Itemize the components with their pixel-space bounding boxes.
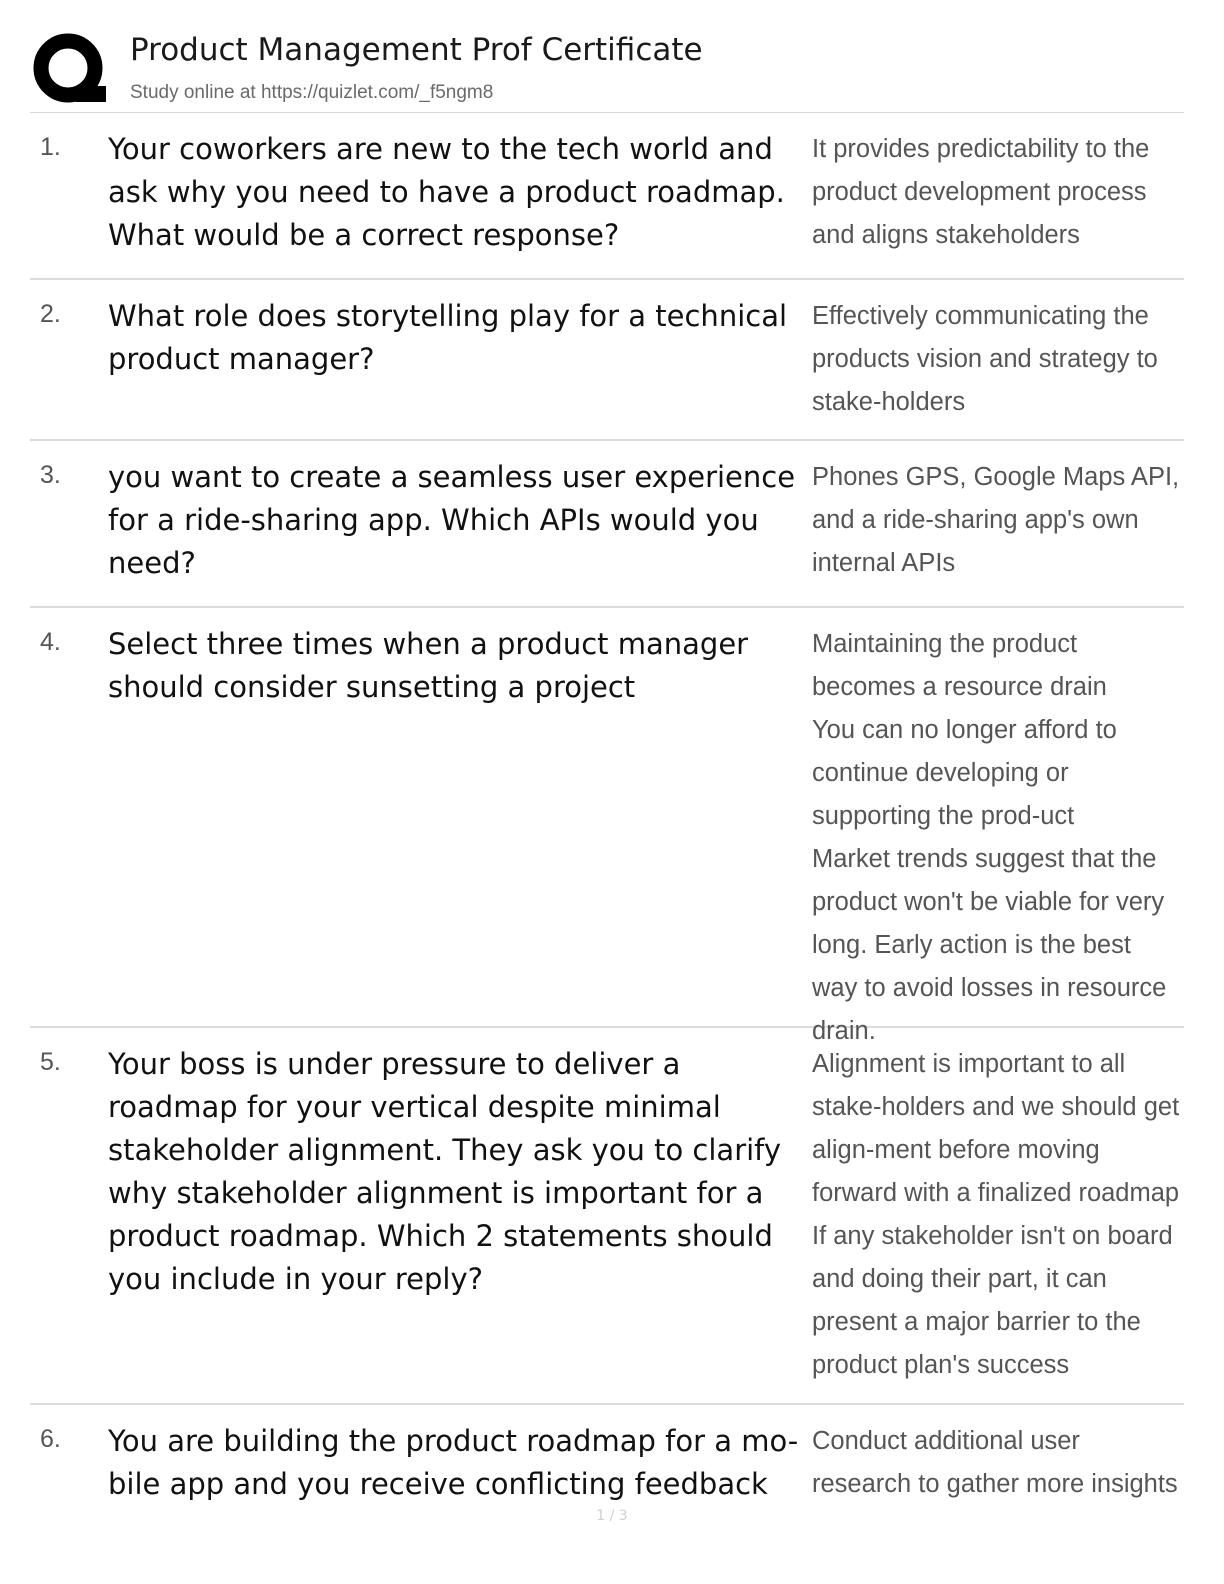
document-header (30, 26, 1184, 114)
card-answer (812, 128, 1182, 257)
card-question: Your coworkers are new to the tech world and ask why you need to have a product roadmap. What would be a correct response? (108, 132, 785, 252)
card-question: What role does storytelling play for a technical product manager? (108, 299, 788, 376)
card-question: you want to create a seamless user experience for a ride-sharing app. Which APIs would you need? (108, 460, 796, 580)
flashcard-list (30, 113, 1184, 1527)
card-number: 4. (40, 628, 61, 656)
page-number: 1 / 3 (596, 1508, 628, 1524)
answer-line: Market trends suggest that the product won't be viable for very long. Early action is the best way to avoid losses in resource drain. (812, 845, 1167, 1045)
card-answer (812, 1420, 1182, 1506)
card-question: Select three times when a product manager should consider sunsetting a project (108, 627, 749, 704)
flashcard-row (30, 608, 1184, 1045)
answer-line: Conduct additional user research to gather more insights (812, 1427, 1178, 1498)
answer-line: Effectively communicating the products vision and strategy to stake-holders (812, 302, 1158, 416)
flashcard-row (30, 280, 1184, 441)
card-answer (812, 1043, 1182, 1387)
quizlet-logo-icon (32, 30, 108, 106)
answer-line: If any stakeholder isn't on board and doing their part, it can present a major barrier to the product plan's success (812, 1222, 1173, 1379)
card-answer (812, 456, 1182, 585)
answer-line: You can no longer afford to continue developing or supporting the prod-uct (812, 716, 1117, 830)
card-number: 2. (40, 300, 61, 328)
card-number: 1. (40, 133, 61, 161)
card-answer (812, 623, 1182, 1053)
document-title: Product Management Prof Certificate (130, 32, 703, 68)
answer-line: Alignment is important to all stake-holders and we should get align-ment before moving forward with a finalized roadmap (812, 1050, 1180, 1207)
card-answer (812, 295, 1182, 424)
study-online-link[interactable]: Study online at https://quizlet.com/_f5ngm8 (130, 82, 494, 103)
flashcard-row (30, 1028, 1184, 1405)
card-question: You are building the product roadmap for a mo-bile app and you receive conflicting feedback (108, 1424, 799, 1501)
card-number: 3. (40, 461, 61, 489)
flashcard-row (30, 113, 1184, 280)
card-number: 5. (40, 1048, 61, 1076)
card-question: Your boss is under pressure to deliver a roadmap for your vertical despite minimal stakeholder alignment. They ask you to clarify why stakeholder alignment is important for a product roadmap. Which 2 statements should you include in your reply? (108, 1047, 782, 1296)
card-number: 6. (40, 1425, 61, 1453)
answer-line: It provides predictability to the product development process and aligns stakeholders (812, 135, 1150, 249)
flashcard-row (30, 441, 1184, 608)
answer-line: Phones GPS, Google Maps API, and a ride-sharing app's own internal APIs (812, 463, 1180, 577)
answer-line: Maintaining the product becomes a resource drain (812, 630, 1107, 701)
